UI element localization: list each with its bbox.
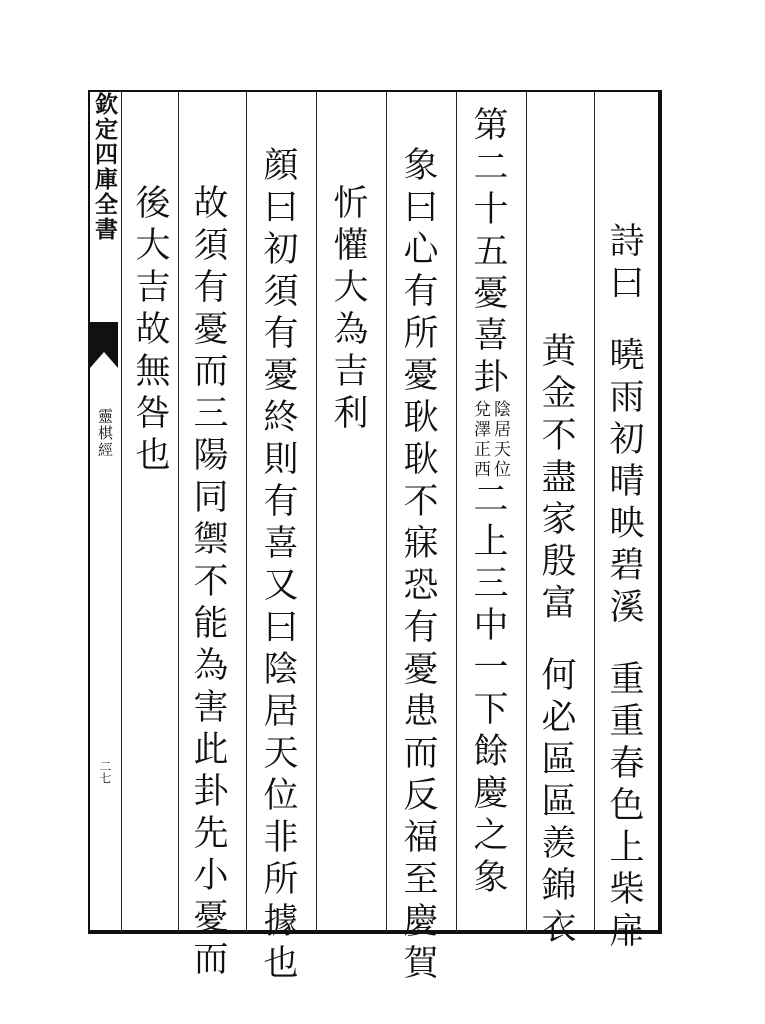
column-rule (386, 92, 387, 932)
text-column-5 (326, 184, 370, 436)
column-rule (456, 92, 457, 932)
commentary-line: 顔曰初須有憂終則有喜又曰陰居天位非所據也 (258, 146, 298, 986)
poem-line-4: 何必區區羨錦衣 (536, 656, 576, 950)
text-column-3 (466, 106, 510, 900)
column-rule (316, 92, 317, 932)
commentary-line: 忻懽大為吉利 (328, 184, 368, 436)
poem-line-2: 重重春色上柴扉 (604, 660, 644, 954)
commentary-line: 後大吉故無咎也 (130, 184, 170, 478)
annotation-line-1: 陰居天位 (490, 400, 510, 480)
column-rule (121, 92, 122, 932)
poem-head: 詩曰 (604, 222, 644, 306)
column-rule (178, 92, 179, 932)
poem-line-3: 黄金不盡家殷富 (536, 332, 576, 626)
text-column-4 (396, 146, 440, 986)
hexagram-annotation (470, 400, 510, 480)
fish-tail-ornament (90, 322, 118, 368)
page-number: 二七 (98, 760, 112, 784)
column-rule (526, 92, 527, 932)
text-column-6 (256, 146, 300, 986)
hexagram-position: 二上三中一下餘慶之象 (468, 480, 508, 900)
column-rule (246, 92, 247, 932)
text-column-2 (534, 332, 578, 950)
column-rule (594, 92, 595, 932)
text-column-8 (128, 184, 172, 478)
poem-line-1: 曉雨初晴映碧溪 (604, 336, 644, 630)
text-column-1 (602, 222, 646, 954)
series-title: 欽定四庫全書 (91, 92, 118, 242)
commentary-line: 象曰心有所憂耿耿不寐恐有憂患而反福至慶賀 (398, 146, 438, 986)
book-title: 靈棋經 (96, 408, 114, 459)
text-column-7 (186, 184, 230, 982)
annotation-line-2: 兌澤正西 (470, 400, 490, 480)
hexagram-title: 第二十五憂喜卦 (468, 106, 508, 400)
commentary-line: 故須有憂而三陽同禦不能為害此卦先小憂而 (188, 184, 228, 982)
